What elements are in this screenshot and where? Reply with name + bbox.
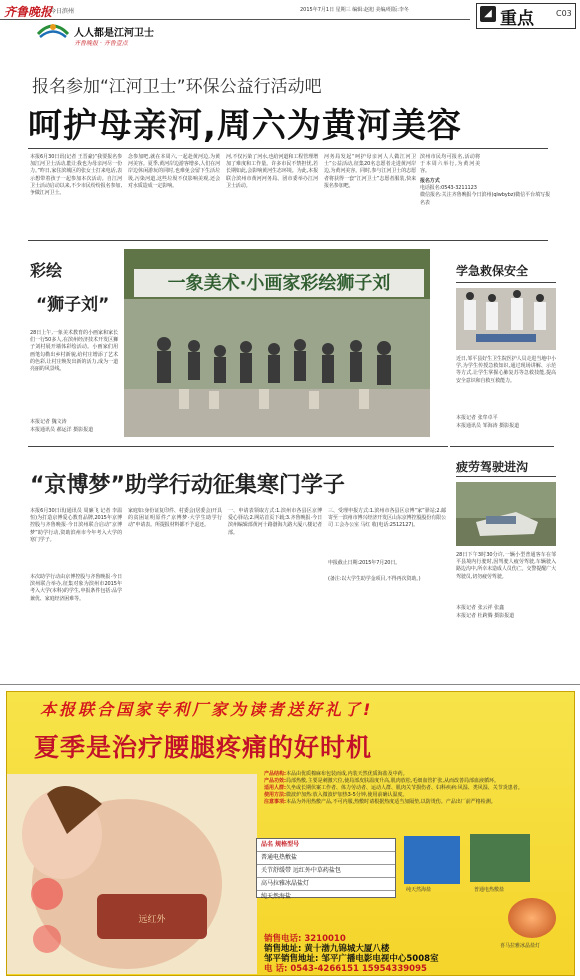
paper-subtitle: 今日滨州: [50, 8, 75, 15]
lead-col-5: 滨州市民均可报名,活动将于本周六举行,为黄河美容。: [420, 154, 480, 175]
jingbo-col-4: 一、申请表领取方式:1.滨州市各县区京博爱心驿站;2.网站首页下载;3.齐鲁晚报·今日滨州编辑部黄河十路渤海九路大厦八楼记者部。: [228, 508, 322, 536]
jingbo-col-3: 家庭如:身份证复印件、村委会(居委会)开具的贫困证明原件;“京博梦·大学生助学行动”申请表。所提报材料都不予退还。: [128, 508, 222, 529]
painting-photo-image: [124, 249, 430, 437]
ad-product-pad-image: [470, 834, 530, 882]
ad-separator: [0, 684, 580, 685]
campaign-sub: 齐鲁晚报 · 齐鲁壹点: [74, 40, 128, 47]
section-icon: ◢: [480, 6, 496, 22]
ad-table-row: 关节舒缓带 远红外中草药盐包: [257, 865, 395, 878]
signup-title: 报名方式: [420, 178, 440, 184]
firstaid-rule: [456, 282, 556, 283]
lead-col-2: 念参加吧,就在本周六,一起赴黄河边,为黄河美容。夏季,黄河岸边游客增多,人们在河岸边休闲游玩的同时,也难免会留下生活垃圾,污染河道,这些垃圾不仅影响美观,还会对水质造成一定影响。: [128, 154, 220, 189]
fatigue-photo-image: [456, 482, 556, 546]
ad-product-label-1: 纯天然海盐: [406, 887, 432, 893]
lead-col-3: 河,不仅污染了河水,也给河道和工程管理增加了难度和工作量。许多市民不禁担忧,若长期如此,会影响黄河生态环境。为此,本报联合滨州市黄河河务局、团市委举办江河卫士活动。: [226, 154, 318, 189]
lead-col-1: 本报6月30日讯(记者 王晋豪)“我要报名参加江河卫士活动,能让我也为母亲河尽一份力。”昨日,家住滨城区的张女士打来电话,表示想带着孩子一起参加本次活动。自江河卫士活动启动以来,不少市民纷纷报名参加,争做江河卫士。: [30, 154, 122, 197]
ad-product-label-2: 普通电热敷盐: [474, 887, 505, 893]
lead-headline: 呵护母亲河,周六为黄河美容: [28, 106, 462, 146]
ad-salt-lamp-image: [508, 898, 556, 938]
fatigue-credit-2: 本报记者 杜跨腾 摄影报道: [456, 613, 515, 619]
jingbo-col-2: 本次助学行动由京博控股与齐鲁晚报·今日滨州联合举办,征集对象为滨州市2015年考入大学(本科)的学生,申报条件包括:品学兼优、家庭经济困难等。: [30, 574, 122, 602]
painting-group-photo: [124, 249, 430, 437]
painting-body: 28日上午,一象美术教育的小画家和家长们一行50多人,在滨州经济技术开发区狮子刘村展开墙体彩绘活动。小画家们用画笔勾勒出乡村新貌,给村庄增添了艺术的色彩,让村庄焕发出新的活力,成为一道亮丽的风景线。: [30, 330, 118, 373]
ad-line-1: 产品结构:本品由优质棉麻布包装而成,内装天然优质海盐及中药。: [264, 771, 408, 777]
ad-description: [264, 771, 566, 806]
ad-table-row: 高马拉雅冰晶盐灯: [257, 878, 395, 891]
lead-rule: [28, 148, 548, 149]
ad-contact: [264, 934, 439, 974]
jingbo-title: “京博梦”助学行动征集寒门学子: [30, 473, 345, 498]
mid-rule-right: [450, 446, 554, 447]
fatigue-body: 28日下午3时30分许,一辆小型普通客车在邹平县境内行驶时,因驾驶人疲劳驾驶,车辆驶入路边沟中,所幸未造成人员伤亡。交警提醒广大驾驶员,切勿疲劳驾驶。: [456, 552, 556, 580]
masthead: [0, 0, 580, 48]
ad-table-row: 普通电热敷盐: [257, 852, 395, 865]
mid-rule: [28, 446, 448, 447]
painting-credit-2: 本报通讯员 郝运洋 摄影报道: [30, 427, 94, 433]
river-guardian-logo-icon: [36, 18, 70, 40]
section-title: 重点: [500, 9, 534, 29]
ad-address-2: 邹平销售地址: 邹平广播电影电视中心5008室: [264, 954, 439, 964]
painting-title-1: 彩绘: [30, 261, 63, 280]
painting-credit-1: 本报记者 魏文涛: [30, 419, 67, 425]
svg-text:远红外: 远红外: [138, 915, 166, 925]
signup-phone: 电话报名:0543-3211123: [420, 185, 477, 192]
fatigue-credit-1: 本报记者 张云祥 张鑫: [456, 605, 505, 611]
paper-logo: 齐鲁晚报: [4, 5, 53, 19]
ad-address-1: 销售地址: 黄十渤九锦城大厦八楼: [264, 944, 390, 954]
jingbo-col-7: (备注:以大学生助学金项目,不得再次资助。): [328, 576, 421, 582]
date-line: 2015年7月1日 星期三 编辑:赵旭 美编/组版:李冬: [300, 7, 409, 13]
firstaid-title: 学急救保安全: [456, 264, 529, 278]
fatigue-rule: [456, 476, 556, 477]
ad-product-salt-image: [404, 836, 460, 884]
firstaid-credit-1: 本报记者 张牟卓平: [456, 415, 498, 421]
lead-kicker: 报名参加“江河卫士”环保公益行活动吧: [32, 77, 322, 97]
ad-line-5: 注意事项:本品为外用热敷产品,不可内服,热敷时请根据热度适当加隔垫,以防烫伤。产品出厂前严格检测。: [264, 799, 496, 805]
ad-product-label-3: 喜马拉雅冰晶盐灯: [500, 943, 541, 949]
firstaid-body: 近日,邹平县好生卫生院医护人员走进当地中小学,为学生传授急救知识,通过现场讲解、示范等方式,让学生掌握心肺复苏等急救技能,提高安全意识和自救互救能力。: [456, 356, 556, 384]
signup-box: [420, 178, 550, 207]
ad-line-4: 使用方法:微波炉加热:放入微波炉加热3-5分钟,使用前确认温度。: [264, 792, 408, 798]
firstaid-credit-2: 本报通讯员 邹海涛 摄影报道: [456, 423, 520, 429]
ad-top-line: 本报联合国家专利厂家为读者送好礼了!: [40, 700, 374, 719]
ad-line-3: 适用人群:久坐或长期伏案工作者、体力劳动者、运动人群、肌肉关节损伤者、妇科疾病:风湿、类风湿、关节炎患者。: [264, 785, 523, 791]
ad-product-table: [256, 838, 396, 898]
ad-line-2: 产品功效:局部热敷,主要是刺激穴位,使局部皮肤温度升高,肌肉放松,毛细血管扩张,从而改善局部血液循环。: [264, 778, 499, 784]
fatigue-title: 疲劳驾驶进沟: [456, 460, 529, 474]
ad-model-photo: [7, 774, 257, 974]
painting-title-2: “狮子刘”: [36, 295, 110, 315]
ad-table-header: 品名 规格型号: [257, 839, 395, 852]
ad-phone-1: 销售电话: 3210010: [264, 934, 346, 944]
firstaid-photo-image: [456, 288, 556, 350]
firstaid-photo: [456, 288, 556, 350]
ad-phone-2: 电 话: 0543-4266151 15954339095: [264, 964, 427, 974]
ad-table-row: 纯天然海盐: [261, 893, 292, 900]
signup-wechat: 微信报名:关注齐鲁晚报今日滨州(qlwbybz)微信平台填写报名表: [420, 192, 550, 206]
jingbo-col-6: 申报截止日期:2015年7月20日。: [328, 560, 401, 566]
lead-col-4: 河务局发起“呵护母亲河人人做江河卫士”公益活动,征集20名志愿者走进黄河岸边,为黄河美容。同时,参与江河卫士的志愿者将获得一套“江河卫士”志愿者服装,快来报名参加吧。: [324, 154, 416, 189]
photo-banner-text: 一象美术·小画家彩绘狮子刘: [167, 273, 391, 294]
jingbo-col-1: 本报6月30日讯(通讯员 周廉飞 记者 李温恒)为打造京博爱心教育品牌,2015年京博控股与齐鲁晚报·今日滨州联合启动“京博梦”助学行动,资助滨州市今年考入大学的寒门学子。: [30, 508, 122, 543]
ad-headline: 夏季是治疗腰腿疼痛的好时机: [34, 733, 373, 762]
top-rule: [0, 19, 470, 20]
campaign-slogan: 人人都是江河卫士: [74, 28, 154, 39]
page-number: C03: [556, 9, 572, 18]
fatigue-photo: [456, 482, 556, 546]
lead-bottom-rule: [28, 240, 548, 241]
jingbo-col-5: 三、受理申报方式:1.滨州市各县区京博“家”驿站;2.邮寄至一滨州市博兴经济开发区山东京博控股股份有限公司 工会办公室 马红 收(电话:2512127)。: [328, 508, 446, 529]
